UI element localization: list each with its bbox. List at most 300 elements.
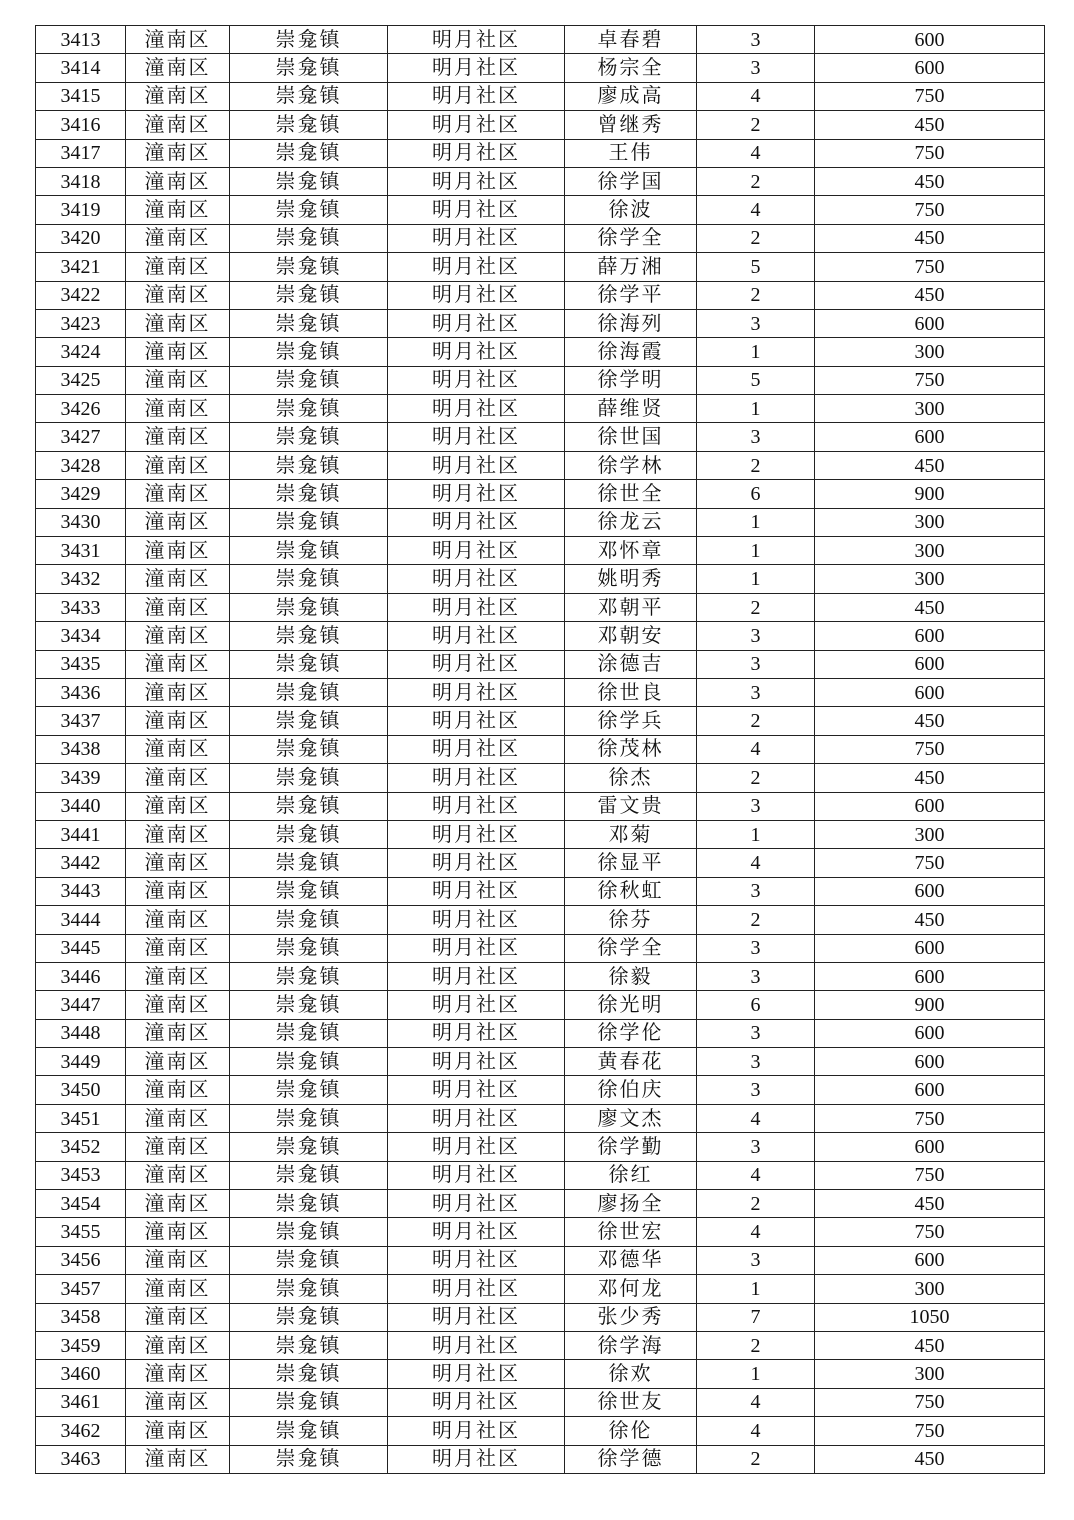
row-number-cell: 3414 [36,54,126,82]
row-number-cell: 3440 [36,792,126,820]
district-cell: 潼南区 [126,26,230,54]
amount-cell: 750 [815,139,1045,167]
amount-cell: 450 [815,167,1045,195]
district-cell: 潼南区 [126,593,230,621]
community-cell: 明月社区 [388,1133,565,1161]
name-cell: 徐学林 [565,451,697,479]
community-cell: 明月社区 [388,1218,565,1246]
household-size-cell: 2 [697,111,815,139]
row-number-cell: 3429 [36,480,126,508]
row-number-cell: 3431 [36,537,126,565]
community-cell: 明月社区 [388,1331,565,1359]
community-cell: 明月社区 [388,1275,565,1303]
row-number-cell: 3463 [36,1445,126,1473]
name-cell: 雷文贵 [565,792,697,820]
name-cell: 徐世良 [565,678,697,706]
town-cell: 崇龛镇 [230,224,388,252]
town-cell: 崇龛镇 [230,167,388,195]
town-cell: 崇龛镇 [230,1019,388,1047]
community-cell: 明月社区 [388,309,565,337]
amount-cell: 900 [815,991,1045,1019]
name-cell: 邓朝安 [565,622,697,650]
town-cell: 崇龛镇 [230,1360,388,1388]
district-cell: 潼南区 [126,622,230,650]
community-cell: 明月社区 [388,1076,565,1104]
row-number-cell: 3441 [36,820,126,848]
district-cell: 潼南区 [126,906,230,934]
amount-cell: 300 [815,820,1045,848]
district-cell: 潼南区 [126,764,230,792]
town-cell: 崇龛镇 [230,707,388,735]
household-size-cell: 6 [697,480,815,508]
community-cell: 明月社区 [388,622,565,650]
amount-cell: 300 [815,565,1045,593]
amount-cell: 600 [815,1246,1045,1274]
row-number-cell: 3448 [36,1019,126,1047]
district-cell: 潼南区 [126,1360,230,1388]
household-size-cell: 3 [697,962,815,990]
district-cell: 潼南区 [126,1133,230,1161]
table-row [36,820,1045,848]
district-cell: 潼南区 [126,1019,230,1047]
district-cell: 潼南区 [126,196,230,224]
name-cell: 徐波 [565,196,697,224]
community-cell: 明月社区 [388,707,565,735]
town-cell: 崇龛镇 [230,1388,388,1416]
name-cell: 邓德华 [565,1246,697,1274]
row-number-cell: 3434 [36,622,126,650]
amount-cell: 450 [815,224,1045,252]
district-cell: 潼南区 [126,1417,230,1445]
community-cell: 明月社区 [388,820,565,848]
name-cell: 徐学海 [565,1331,697,1359]
town-cell: 崇龛镇 [230,537,388,565]
row-number-cell: 3444 [36,906,126,934]
district-cell: 潼南区 [126,1246,230,1274]
amount-cell: 600 [815,1133,1045,1161]
amount-cell: 450 [815,764,1045,792]
district-cell: 潼南区 [126,338,230,366]
name-cell: 黄春花 [565,1048,697,1076]
town-cell: 崇龛镇 [230,934,388,962]
household-size-cell: 2 [697,281,815,309]
household-size-cell: 4 [697,1104,815,1132]
table-row [36,281,1045,309]
table-row [36,764,1045,792]
amount-cell: 750 [815,1104,1045,1132]
community-cell: 明月社区 [388,54,565,82]
name-cell: 邓何龙 [565,1275,697,1303]
name-cell: 徐伦 [565,1417,697,1445]
district-cell: 潼南区 [126,650,230,678]
household-size-cell: 4 [697,735,815,763]
table-row [36,253,1045,281]
town-cell: 崇龛镇 [230,1161,388,1189]
district-cell: 潼南区 [126,253,230,281]
town-cell: 崇龛镇 [230,1417,388,1445]
table-row [36,1104,1045,1132]
amount-cell: 750 [815,849,1045,877]
table-row [36,366,1045,394]
household-size-cell: 1 [697,338,815,366]
community-cell: 明月社区 [388,849,565,877]
table-row [36,792,1045,820]
row-number-cell: 3424 [36,338,126,366]
amount-cell: 450 [815,281,1045,309]
community-cell: 明月社区 [388,338,565,366]
household-size-cell: 2 [697,224,815,252]
community-cell: 明月社区 [388,26,565,54]
community-cell: 明月社区 [388,1360,565,1388]
district-cell: 潼南区 [126,167,230,195]
town-cell: 崇龛镇 [230,678,388,706]
row-number-cell: 3419 [36,196,126,224]
household-size-cell: 3 [697,1133,815,1161]
household-size-cell: 3 [697,423,815,451]
district-cell: 潼南区 [126,820,230,848]
name-cell: 邓朝平 [565,593,697,621]
town-cell: 崇龛镇 [230,565,388,593]
district-cell: 潼南区 [126,1104,230,1132]
town-cell: 崇龛镇 [230,991,388,1019]
table-row [36,934,1045,962]
name-cell: 徐显平 [565,849,697,877]
name-cell: 徐茂林 [565,735,697,763]
amount-cell: 750 [815,196,1045,224]
row-number-cell: 3458 [36,1303,126,1331]
district-cell: 潼南区 [126,366,230,394]
name-cell: 徐伯庆 [565,1076,697,1104]
name-cell: 徐毅 [565,962,697,990]
row-number-cell: 3428 [36,451,126,479]
table-row [36,111,1045,139]
town-cell: 崇龛镇 [230,54,388,82]
town-cell: 崇龛镇 [230,764,388,792]
row-number-cell: 3451 [36,1104,126,1132]
town-cell: 崇龛镇 [230,1190,388,1218]
table-row [36,537,1045,565]
table-row [36,395,1045,423]
town-cell: 崇龛镇 [230,366,388,394]
town-cell: 崇龛镇 [230,338,388,366]
community-cell: 明月社区 [388,366,565,394]
table-row [36,196,1045,224]
district-cell: 潼南区 [126,395,230,423]
amount-cell: 750 [815,1161,1045,1189]
name-cell: 徐海霞 [565,338,697,366]
district-cell: 潼南区 [126,451,230,479]
row-number-cell: 3439 [36,764,126,792]
row-number-cell: 3433 [36,593,126,621]
amount-cell: 1050 [815,1303,1045,1331]
household-size-cell: 6 [697,991,815,1019]
household-size-cell: 4 [697,1161,815,1189]
district-cell: 潼南区 [126,1303,230,1331]
town-cell: 崇龛镇 [230,26,388,54]
community-cell: 明月社区 [388,111,565,139]
name-cell: 廖文杰 [565,1104,697,1132]
district-cell: 潼南区 [126,934,230,962]
town-cell: 崇龛镇 [230,962,388,990]
amount-cell: 750 [815,366,1045,394]
town-cell: 崇龛镇 [230,1246,388,1274]
district-cell: 潼南区 [126,991,230,1019]
household-size-cell: 4 [697,1218,815,1246]
table-row [36,1048,1045,1076]
name-cell: 徐学国 [565,167,697,195]
row-number-cell: 3432 [36,565,126,593]
district-cell: 潼南区 [126,508,230,536]
community-cell: 明月社区 [388,962,565,990]
amount-cell: 750 [815,253,1045,281]
name-cell: 廖扬全 [565,1190,697,1218]
community-cell: 明月社区 [388,139,565,167]
table-row [36,1417,1045,1445]
district-cell: 潼南区 [126,54,230,82]
row-number-cell: 3425 [36,366,126,394]
household-size-cell: 3 [697,26,815,54]
data-table [35,25,1045,1474]
household-size-cell: 1 [697,537,815,565]
community-cell: 明月社区 [388,650,565,678]
community-cell: 明月社区 [388,934,565,962]
name-cell: 卓春碧 [565,26,697,54]
district-cell: 潼南区 [126,423,230,451]
district-cell: 潼南区 [126,707,230,735]
table-row [36,735,1045,763]
household-size-cell: 4 [697,82,815,110]
table-row [36,622,1045,650]
household-size-cell: 1 [697,508,815,536]
community-cell: 明月社区 [388,735,565,763]
row-number-cell: 3437 [36,707,126,735]
household-size-cell: 3 [697,678,815,706]
table-row [36,906,1045,934]
district-cell: 潼南区 [126,537,230,565]
row-number-cell: 3445 [36,934,126,962]
row-number-cell: 3427 [36,423,126,451]
amount-cell: 600 [815,622,1045,650]
household-size-cell: 4 [697,196,815,224]
community-cell: 明月社区 [388,480,565,508]
community-cell: 明月社区 [388,167,565,195]
town-cell: 崇龛镇 [230,508,388,536]
community-cell: 明月社区 [388,253,565,281]
town-cell: 崇龛镇 [230,1331,388,1359]
town-cell: 崇龛镇 [230,735,388,763]
name-cell: 徐秋虹 [565,877,697,905]
row-number-cell: 3453 [36,1161,126,1189]
town-cell: 崇龛镇 [230,849,388,877]
row-number-cell: 3417 [36,139,126,167]
community-cell: 明月社区 [388,678,565,706]
name-cell: 徐学伦 [565,1019,697,1047]
amount-cell: 300 [815,1360,1045,1388]
household-size-cell: 3 [697,622,815,650]
amount-cell: 450 [815,593,1045,621]
household-size-cell: 1 [697,565,815,593]
row-number-cell: 3413 [36,26,126,54]
row-number-cell: 3459 [36,1331,126,1359]
name-cell: 徐海列 [565,309,697,337]
district-cell: 潼南区 [126,139,230,167]
household-size-cell: 2 [697,451,815,479]
community-cell: 明月社区 [388,224,565,252]
district-cell: 潼南区 [126,735,230,763]
table-row [36,423,1045,451]
community-cell: 明月社区 [388,451,565,479]
household-size-cell: 4 [697,849,815,877]
town-cell: 崇龛镇 [230,622,388,650]
row-number-cell: 3462 [36,1417,126,1445]
town-cell: 崇龛镇 [230,1445,388,1473]
household-size-cell: 3 [697,1076,815,1104]
household-size-cell: 3 [697,934,815,962]
amount-cell: 600 [815,792,1045,820]
amount-cell: 900 [815,480,1045,508]
amount-cell: 750 [815,735,1045,763]
name-cell: 徐世全 [565,480,697,508]
row-number-cell: 3442 [36,849,126,877]
district-cell: 潼南区 [126,792,230,820]
household-size-cell: 4 [697,139,815,167]
row-number-cell: 3454 [36,1190,126,1218]
community-cell: 明月社区 [388,1161,565,1189]
town-cell: 崇龛镇 [230,1218,388,1246]
row-number-cell: 3418 [36,167,126,195]
table-row [36,338,1045,366]
row-number-cell: 3416 [36,111,126,139]
town-cell: 崇龛镇 [230,423,388,451]
town-cell: 崇龛镇 [230,1133,388,1161]
name-cell: 曾继秀 [565,111,697,139]
district-cell: 潼南区 [126,877,230,905]
district-cell: 潼南区 [126,1048,230,1076]
amount-cell: 300 [815,338,1045,366]
household-size-cell: 1 [697,1360,815,1388]
district-cell: 潼南区 [126,480,230,508]
community-cell: 明月社区 [388,565,565,593]
table-row [36,309,1045,337]
row-number-cell: 3435 [36,650,126,678]
district-cell: 潼南区 [126,1388,230,1416]
household-size-cell: 3 [697,309,815,337]
name-cell: 徐红 [565,1161,697,1189]
community-cell: 明月社区 [388,1417,565,1445]
town-cell: 崇龛镇 [230,480,388,508]
community-cell: 明月社区 [388,1190,565,1218]
amount-cell: 600 [815,962,1045,990]
amount-cell: 600 [815,1019,1045,1047]
table-row [36,1246,1045,1274]
amount-cell: 450 [815,111,1045,139]
table-row [36,1133,1045,1161]
household-size-cell: 3 [697,1048,815,1076]
name-cell: 张少秀 [565,1303,697,1331]
row-number-cell: 3455 [36,1218,126,1246]
table-row [36,1019,1045,1047]
name-cell: 徐芬 [565,906,697,934]
name-cell: 徐学平 [565,281,697,309]
table-row [36,1303,1045,1331]
amount-cell: 600 [815,54,1045,82]
town-cell: 崇龛镇 [230,395,388,423]
row-number-cell: 3426 [36,395,126,423]
amount-cell: 600 [815,650,1045,678]
community-cell: 明月社区 [388,508,565,536]
row-number-cell: 3436 [36,678,126,706]
district-cell: 潼南区 [126,281,230,309]
community-cell: 明月社区 [388,1388,565,1416]
district-cell: 潼南区 [126,849,230,877]
amount-cell: 600 [815,678,1045,706]
household-size-cell: 3 [697,650,815,678]
town-cell: 崇龛镇 [230,1275,388,1303]
table-row [36,877,1045,905]
community-cell: 明月社区 [388,792,565,820]
row-number-cell: 3460 [36,1360,126,1388]
row-number-cell: 3443 [36,877,126,905]
household-size-cell: 4 [697,1388,815,1416]
amount-cell: 750 [815,1388,1045,1416]
table-row [36,707,1045,735]
amount-cell: 600 [815,1076,1045,1104]
table-row [36,1388,1045,1416]
table-row [36,650,1045,678]
community-cell: 明月社区 [388,1445,565,1473]
name-cell: 徐学全 [565,934,697,962]
household-size-cell: 3 [697,877,815,905]
table-row [36,593,1045,621]
amount-cell: 300 [815,395,1045,423]
town-cell: 崇龛镇 [230,281,388,309]
name-cell: 徐学全 [565,224,697,252]
community-cell: 明月社区 [388,764,565,792]
town-cell: 崇龛镇 [230,309,388,337]
table-row [36,26,1045,54]
household-size-cell: 3 [697,1246,815,1274]
row-number-cell: 3421 [36,253,126,281]
household-size-cell: 2 [697,167,815,195]
name-cell: 徐杰 [565,764,697,792]
table-row [36,962,1045,990]
town-cell: 崇龛镇 [230,111,388,139]
community-cell: 明月社区 [388,281,565,309]
household-size-cell: 3 [697,1019,815,1047]
town-cell: 崇龛镇 [230,1104,388,1132]
name-cell: 王伟 [565,139,697,167]
district-cell: 潼南区 [126,1445,230,1473]
name-cell: 姚明秀 [565,565,697,593]
table-row [36,1161,1045,1189]
household-size-cell: 2 [697,1445,815,1473]
table-row [36,82,1045,110]
household-size-cell: 5 [697,366,815,394]
table-row [36,224,1045,252]
town-cell: 崇龛镇 [230,196,388,224]
community-cell: 明月社区 [388,1246,565,1274]
name-cell: 徐学德 [565,1445,697,1473]
amount-cell: 450 [815,1445,1045,1473]
district-cell: 潼南区 [126,1275,230,1303]
community-cell: 明月社区 [388,423,565,451]
community-cell: 明月社区 [388,593,565,621]
row-number-cell: 3456 [36,1246,126,1274]
community-cell: 明月社区 [388,196,565,224]
community-cell: 明月社区 [388,906,565,934]
town-cell: 崇龛镇 [230,1303,388,1331]
town-cell: 崇龛镇 [230,1048,388,1076]
